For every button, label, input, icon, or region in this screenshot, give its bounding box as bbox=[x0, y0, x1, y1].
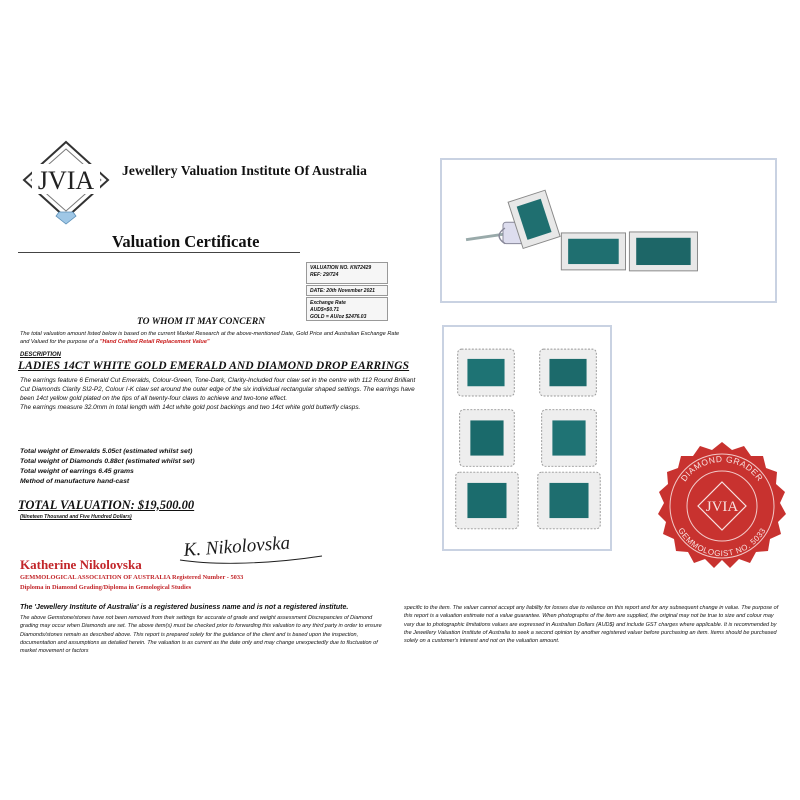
emerald-weight: Total weight of Emeralds 5.05ct (estimated whilst set) bbox=[20, 448, 193, 455]
gold-rate: GOLD = AU/oz $2476.03 bbox=[310, 313, 367, 320]
signer-association: GEMMOLOGICAL ASSOCIATION OF AUSTRALIA Registered Number - 5033 bbox=[20, 574, 244, 581]
earring-front-photo bbox=[442, 325, 612, 551]
earring-front-illustration bbox=[444, 327, 610, 549]
weights-list bbox=[20, 447, 195, 486]
emerald-stone bbox=[549, 359, 586, 386]
item-title: LADIES 14CT WHITE GOLD EMERALD AND DIAMOND DROP EARRINGS bbox=[18, 360, 410, 372]
earring-side-photo bbox=[440, 158, 777, 303]
diamond-grader-seal bbox=[656, 440, 788, 572]
exchange-rate-label: Exchange Rate bbox=[310, 300, 346, 306]
reference-number: REF: 29/724 bbox=[310, 271, 339, 278]
earring-side-illustration bbox=[442, 160, 775, 301]
valuation-purpose: "Hand Crafted Retail Replacement Value" bbox=[99, 338, 210, 345]
seal-top-text: DIAMOND GRADER bbox=[678, 453, 766, 484]
exchange-rate-box bbox=[306, 297, 388, 321]
emerald-stone-side-2 bbox=[561, 233, 625, 270]
concern-heading: TO WHOM IT MAY CONCERN bbox=[137, 317, 266, 327]
divider bbox=[18, 252, 300, 253]
disclaimer-left: The above Gemstone/stones have not been removed from their settings for accurate of grade and weight assessment Discrepancies of Diamond grading may occur when Diamonds are set. The above item(s) must be checked prior to forwarding this valuation to any third party in order to ensure Diamonds/stones remain as described above. This report is prepared solely for the guidance of the client and is based upon the inspection, documentation and assumptions as detailed herein. The valuation is as current as the date only and may change unexpectedly due to fluctuation of market movement or factors bbox=[20, 615, 382, 654]
emerald-stone-side-3 bbox=[629, 232, 697, 271]
valuation-number-box bbox=[306, 262, 388, 284]
disclaimer-heading: The 'Jewellery Institute of Australia' is a registered business name and is not a registered institute. bbox=[20, 604, 349, 611]
diamond-icon bbox=[56, 212, 76, 224]
certificate-title: Valuation Certificate bbox=[112, 232, 260, 251]
valuation-number: VALUATION NO. KN72429 bbox=[310, 265, 372, 271]
signer-name: Katherine Nikolovska bbox=[20, 557, 142, 572]
diamond-weight: Total weight of Diamonds 0.88ct (estimated whilst set) bbox=[20, 457, 195, 465]
item-description bbox=[20, 376, 420, 412]
emerald-stone bbox=[467, 359, 504, 386]
jvia-logo bbox=[18, 138, 114, 228]
description-label: DESCRIPTION bbox=[20, 352, 62, 358]
valuation-date: DATE: 20th November 2021 bbox=[310, 288, 375, 294]
seal-center-text: JVIA bbox=[705, 499, 739, 515]
institute-name: Jewellery Valuation Institute Of Australia bbox=[122, 163, 367, 178]
total-valuation: TOTAL VALUATION: $19,500.00 bbox=[18, 498, 195, 512]
date-box bbox=[306, 285, 388, 296]
earring-right bbox=[538, 349, 600, 529]
earring-weight: Total weight of earrings 6.45 grams bbox=[20, 467, 134, 475]
seal-bottom-text: GEMMOLOGIST NO. 5033 bbox=[676, 526, 768, 559]
intro-paragraph bbox=[20, 331, 400, 347]
disclaimer-right: specific to the item. The valuer cannot accept any liability for losses due to reliance on this report and for any subsequent change in value. The purpose of this report is a valuation estimate not a value guarantee. When photographs of the item are supplied, the original may not be true to size and colour may vary due to photographic limitations values are expressed in Australian Dollars (AUD$) and include GST charges where applicable. It is recommended by the Jewellery Valuation Institute of Australia to seek a second opinion by another registered valuer before purchasing an item. Items should be purchased solely on a customer's interest and not on the valuation amount. bbox=[404, 605, 779, 644]
description-paragraph: The earrings feature 6 Emerald Cut Emeralds, Colour-Green, Tone-Dark, Clarity-Included four claw set in the centre with 112 Round Brilliant Cut Diamonds Clarity SI2-P2, Colour I-K claw set around the outer edge of the six individual rectangular shaped settings. The earrings have been 14ct yellow gold plated on the tips of all twenty-four claws to achieve and two-tone effect. bbox=[20, 377, 416, 403]
signer-diploma: Diploma in Diamond Grading/Diploma in Gemological Studies bbox=[20, 584, 192, 591]
handwritten-signature bbox=[176, 530, 326, 578]
emerald-stone bbox=[552, 420, 585, 455]
signature-text: K. Nikolovska bbox=[182, 532, 291, 561]
logo-text: JVIA bbox=[37, 166, 95, 195]
intro-text: The total valuation amount listed below is based on the current Market Research at the above-mentioned Date, Gold Price and Australian Exchange Rate and Valued for the purpose of a bbox=[20, 331, 400, 345]
emerald-stone bbox=[467, 483, 506, 518]
description-paragraph: The earrings measure 32.0mm in total length with 14ct white gold post backings and two 14ct white gold butterfly clasps. bbox=[20, 404, 361, 412]
aud-rate: AUD$=$0.71 bbox=[310, 306, 340, 313]
total-valuation-words: (Nineteen Thousand and Five Hundred Dollars) bbox=[20, 514, 132, 520]
earring-left bbox=[456, 349, 518, 529]
manufacture-method: Method of manufacture hand-cast bbox=[20, 477, 130, 485]
emerald-stone bbox=[549, 483, 588, 518]
emerald-stone bbox=[470, 420, 503, 455]
